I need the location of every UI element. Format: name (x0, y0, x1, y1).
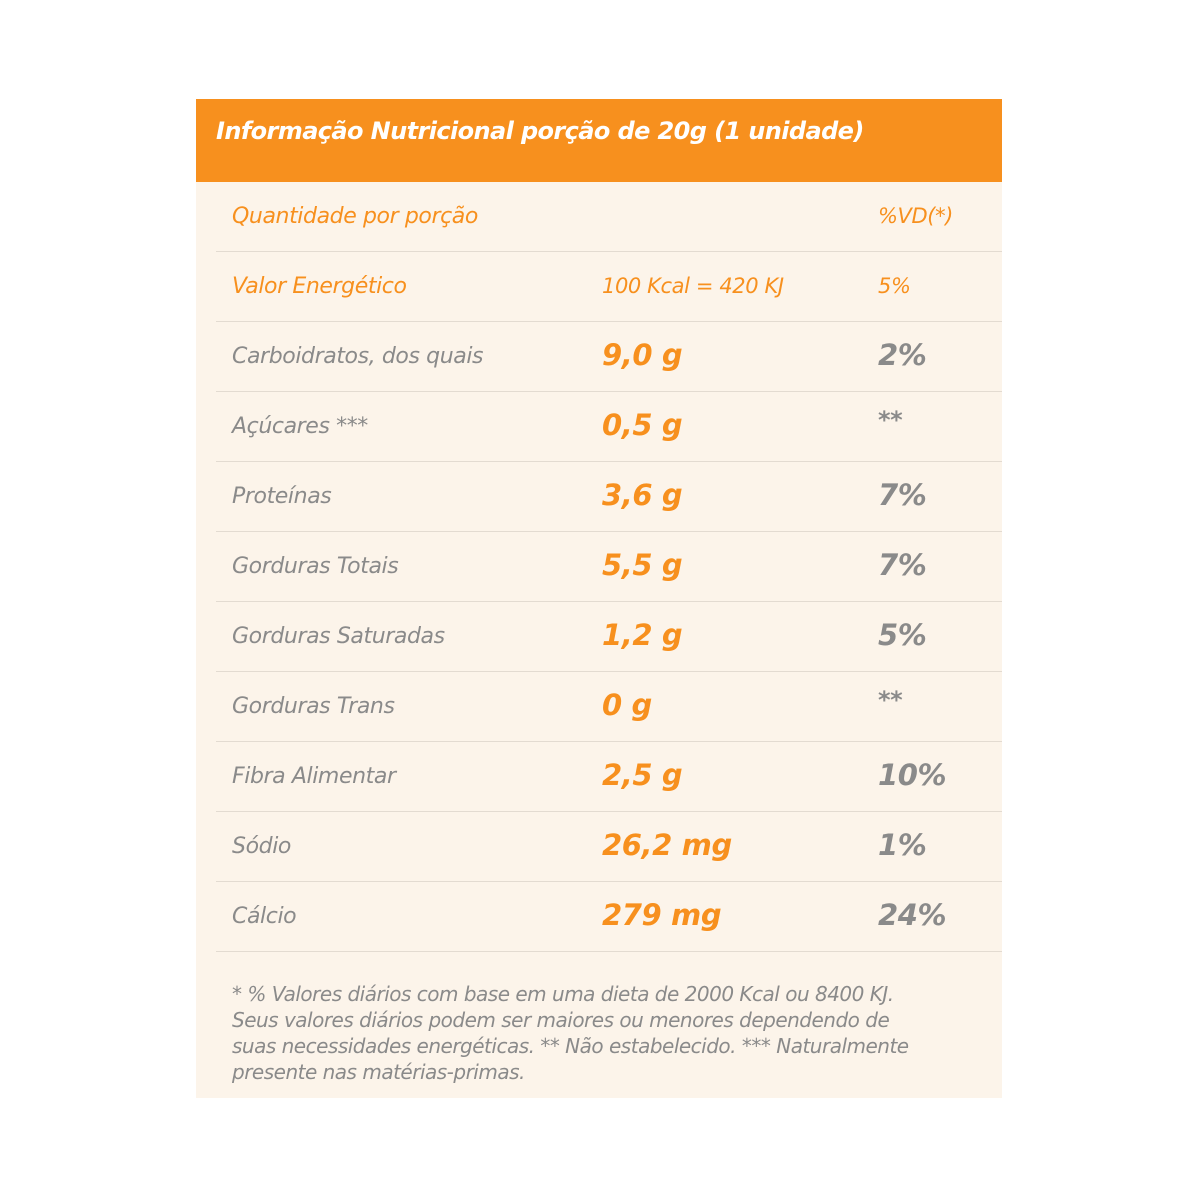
nutrient-vd: 7% (878, 478, 927, 512)
nutrient-label: Cálcio (232, 904, 297, 929)
nutrient-label: Fibra Alimentar (232, 764, 396, 789)
nutrient-vd: 1% (878, 828, 927, 862)
nutrient-amount: 2,5 g (602, 758, 683, 792)
nutrient-amount: 26,2 mg (602, 828, 732, 862)
nutrient-vd: 5% (878, 618, 927, 652)
nutrient-label: Açúcares *** (232, 414, 368, 439)
nutrient-vd: 7% (878, 548, 927, 582)
footnote-line: suas necessidades energéticas. ** Não estabelecido. *** Naturalmente (232, 1034, 909, 1058)
nutrient-label: Gorduras Saturadas (232, 624, 445, 649)
table-row (216, 672, 1002, 742)
table-row (216, 462, 1002, 532)
nutrient-amount: 0,5 g (602, 408, 683, 442)
nutrient-vd: 24% (878, 898, 947, 932)
nutrition-table (216, 182, 1002, 952)
column-header-vd: %VD(*) (878, 204, 953, 228)
nutrition-title: Informação Nutricional porção de 20g (1 unidade) (216, 117, 864, 145)
nutrient-label: Gorduras Totais (232, 554, 399, 579)
nutrient-amount: 0 g (602, 688, 652, 722)
nutrient-vd: 5% (878, 274, 911, 298)
nutrient-amount: 3,6 g (602, 478, 683, 512)
table-row (216, 392, 1002, 462)
table-row (216, 602, 1002, 672)
table-header-row (216, 182, 1002, 252)
table-row-energy (216, 252, 1002, 322)
table-row (216, 322, 1002, 392)
nutrition-header (196, 99, 1002, 182)
table-row (216, 882, 1002, 952)
column-header-quantity: Quantidade por porção (232, 204, 478, 229)
table-row (216, 742, 1002, 812)
nutrient-label: Gorduras Trans (232, 694, 395, 719)
nutrient-vd: ** (878, 406, 903, 434)
nutrient-amount: 100 Kcal = 420 KJ (602, 274, 784, 298)
nutrient-amount: 5,5 g (602, 548, 683, 582)
table-row (216, 812, 1002, 882)
nutrient-amount: 279 mg (602, 898, 722, 932)
footnote-line: Seus valores diários podem ser maiores ou menores dependendo de (232, 1008, 890, 1032)
nutrient-amount: 9,0 g (602, 338, 683, 372)
nutrient-label: Carboidratos, dos quais (232, 344, 484, 369)
nutrient-label: Proteínas (232, 484, 332, 509)
footnote (232, 981, 992, 1085)
nutrient-label: Valor Energético (232, 274, 407, 299)
nutrient-vd: 10% (878, 758, 947, 792)
nutrient-vd: ** (878, 686, 903, 714)
nutrient-label: Sódio (232, 834, 291, 859)
nutrient-vd: 2% (878, 338, 927, 372)
nutrition-facts-panel (196, 99, 1002, 1098)
nutrient-amount: 1,2 g (602, 618, 683, 652)
footnote-line: * % Valores diários com base em uma dieta de 2000 Kcal ou 8400 KJ. (232, 982, 894, 1006)
table-row (216, 532, 1002, 602)
footnote-line: presente nas matérias-primas. (232, 1060, 525, 1084)
